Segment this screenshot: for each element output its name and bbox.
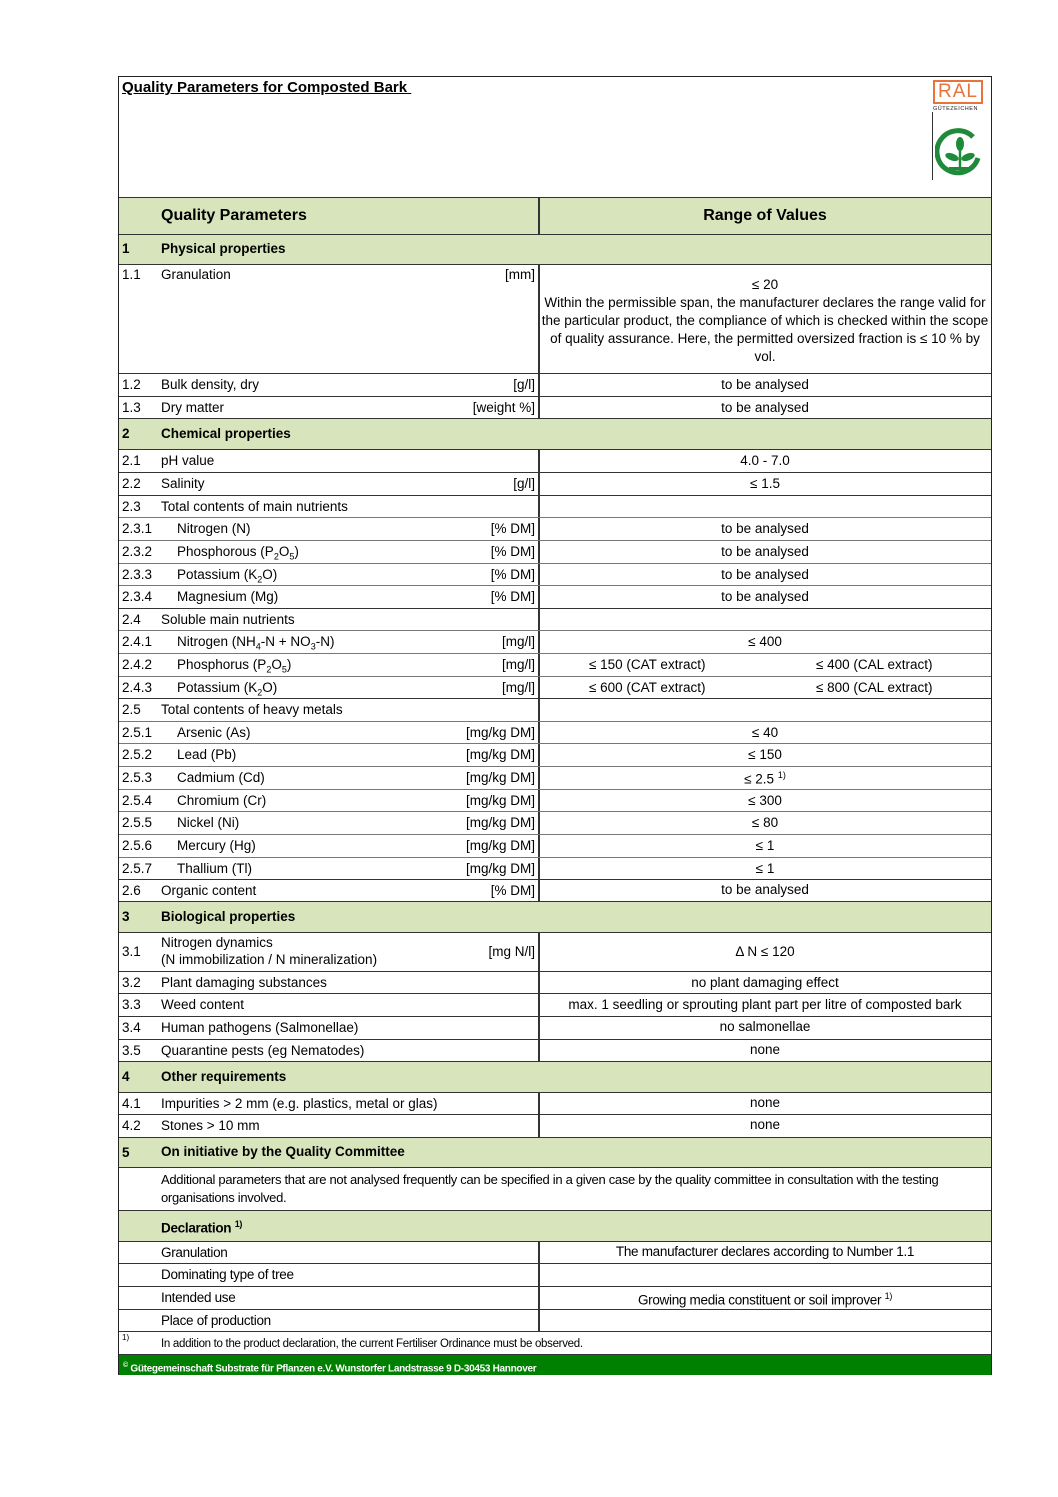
table-row: 1.2 Bulk density, dry [g/l] to be analysed (119, 373, 991, 396)
publisher-footer: © Gütegemeinschaft Substrate für Pflanzen e.V. Wunstorfer Landstrasse 9 D-30453 Hannover (119, 1354, 991, 1375)
table-row: 1.3 Dry matter [weight %] to be analysed (119, 396, 991, 418)
table-row: 3.2 Plant damaging substances no plant damaging effect (119, 971, 991, 993)
section-quality-committee: 5 On initiative by the Quality Committee (119, 1137, 991, 1167)
table-row: 2.3.1 Nitrogen (N) [% DM] to be analysed (119, 517, 991, 540)
table-row: 2.5.5 Nickel (Ni) [mg/kg DM] ≤ 80 (119, 811, 991, 834)
declaration-row: Place of production (119, 1309, 991, 1331)
section-declaration: Declaration $^{1)}$ (119, 1210, 991, 1241)
document-title: Quality Parameters for Composted Bark (122, 79, 412, 96)
declaration-row: Dominating type of tree (119, 1263, 991, 1286)
table-row: 2.6 Organic content [% DM] to be analysed (119, 879, 991, 901)
declaration-row: Granulation The manufacturer declares according to Number 1.1 (119, 1241, 991, 1263)
table-row: 2.3 Total contents of main nutrients (119, 495, 991, 517)
table-row: 2.5 Total contents of heavy metals (119, 698, 991, 721)
section-biological-properties: 3 Biological properties (119, 901, 991, 932)
table-row: 3.5 Quarantine pests (eg Nematodes) none (119, 1039, 991, 1061)
green-plant-seal-icon (935, 128, 985, 178)
section-physical-properties: 1 Physical properties (119, 234, 991, 264)
table-row: 2.2 Salinity [g/l] ≤ 1.5 (119, 472, 991, 495)
table-row: 2.5.4 Chromium (Cr) [mg/kg DM] ≤ 300 (119, 789, 991, 811)
ral-subtitle: GÜTEZEICHEN (933, 106, 978, 112)
table-row: 3.1 Nitrogen dynamics (N immobilization / N mineralization) [mg N/l] Δ N ≤ 120 (119, 932, 991, 971)
table-row: 2.3.4 Magnesium (Mg) [% DM] to be analysed (119, 585, 991, 608)
table-row: 2.5.6 Mercury (Hg) [mg/kg DM] ≤ 1 (119, 834, 991, 857)
table-row: 2.4.3 Potassium $(K_2O)$ [mg/l] ≤ 600 (CAT extract) ≤ 800 (CAL extract) (119, 676, 991, 698)
table-header (119, 197, 991, 234)
ral-mark-icon: RAL (933, 80, 983, 104)
table-row: 2.1 pH value 4.0 - 7.0 (119, 449, 991, 472)
table-row: 2.5.3 Cadmium (Cd) [mg/kg DM] ≤ 2.5 $^{1)}$ (119, 766, 991, 789)
header-quality-parameters: Quality Parameters (161, 207, 307, 224)
table-row: 2.4.2 Phosphorus $(P_2O_5)$ [mg/l] ≤ 150 (CAT extract) ≤ 400 (CAL extract) (119, 653, 991, 676)
table-row: 2.5.2 Lead (Pb) [mg/kg DM] ≤ 150 (119, 743, 991, 766)
section-other-requirements: 4 Other requirements (119, 1061, 991, 1092)
table-row: 1.1 Granulation [mm] ≤ 20 Within the permissible span, the manufacturer declares the range valid for the particular product, the compliance of which is checked within the scope of quality assurance. Here, the permitted oversized fraction is ≤ 10 % by vol. (119, 264, 991, 373)
section-chemical-properties: 2 Chemical properties (119, 418, 991, 449)
table-row: 2.3.3 Potassium $(K_2O)$ [% DM] to be analysed (119, 563, 991, 585)
table-row: 3.4 Human pathogens (Salmonellae) no salmonellae (119, 1016, 991, 1039)
committee-note: Additional parameters that are not analysed frequently can be specified in a given case by the quality committee in consultation with the testing organisations involved. (119, 1167, 991, 1210)
table-row: 4.2 Stones > 10 mm none (119, 1114, 991, 1137)
header-range-of-values: Range of Values (703, 207, 827, 224)
ral-logo (930, 80, 988, 182)
footnote: 1) In addition to the product declaration, the current Fertiliser Ordinance must be observed. (119, 1331, 991, 1354)
declaration-row: Intended use Growing media constituent or soil improver $^{1)}$ (119, 1286, 991, 1309)
table-row: 2.5.7 Thallium (Tl) [mg/kg DM] ≤ 1 (119, 857, 991, 879)
table-row: 2.4 Soluble main nutrients (119, 608, 991, 630)
table-row: 3.3 Weed content max. 1 seedling or sprouting plant part per litre of composted bark (119, 993, 991, 1016)
table-row: 2.5.1 Arsenic (As) [mg/kg DM] ≤ 40 (119, 721, 991, 743)
table-row: 2.3.2 Phosphorous $(P_2O_5)$ [% DM] to be analysed (119, 540, 991, 563)
table-row: 4.1 Impurities > 2 mm (e.g. plastics, metal or glas) none (119, 1092, 991, 1114)
table-row: 2.4.1 Nitrogen $(NH_4-N + NO_3-N)$ [mg/l] ≤ 400 (119, 630, 991, 653)
